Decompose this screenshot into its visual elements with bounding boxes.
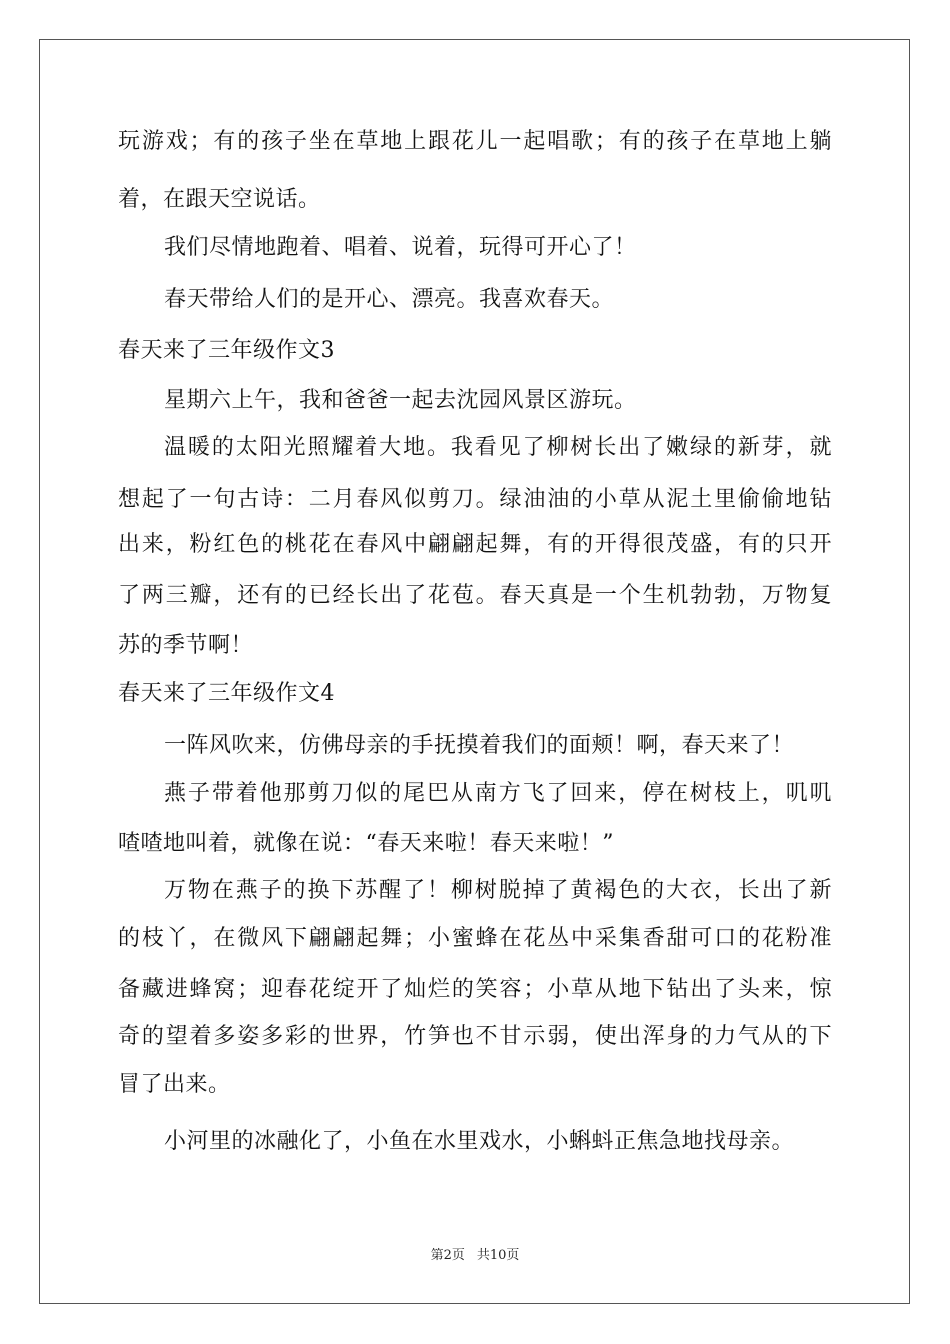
page-border: [39, 39, 910, 1304]
paragraph-line: 燕子带着他那剪刀似的尾巴从南方飞了回来，停在树枝上，叽叽: [164, 781, 832, 806]
section-heading: 春天来了三年级作文3: [118, 338, 335, 363]
paragraph-line: 春天带给人们的是开心、漂亮。我喜欢春天。: [164, 287, 615, 312]
paragraph-line: 想起了一句古诗：二月春风似剪刀。绿油油的小草从泥土里偷偷地钻: [118, 487, 832, 512]
section-heading: 春天来了三年级作文4: [118, 681, 335, 706]
page-total: 共10页: [476, 1248, 520, 1263]
paragraph-line: 的枝丫，在微风下翩翩起舞；小蜜蜂在花丛中采集香甜可口的花粉准: [118, 926, 832, 951]
paragraph-line: 奇的望着多姿多彩的世界，竹笋也不甘示弱，使出浑身的力气从的下: [118, 1024, 832, 1049]
paragraph-line: 着，在跟天空说话。: [118, 187, 321, 212]
paragraph-line: 了两三瓣，还有的已经长出了花苞。春天真是一个生机勃勃，万物复: [118, 583, 832, 608]
page-number: 第2页: [430, 1248, 465, 1263]
paragraph-line: 出来，粉红色的桃花在春风中翩翩起舞，有的开得很茂盛，有的只开: [118, 532, 832, 557]
page-footer: [0, 1248, 950, 1264]
paragraph-line: 喳喳地叫着，就像在说：“春天来啦！春天来啦！”: [118, 831, 614, 856]
paragraph-line: 我们尽情地跑着、唱着、说着，玩得可开心了！: [164, 235, 637, 260]
paragraph-line: 冒了出来。: [118, 1072, 231, 1097]
paragraph-line: 一阵风吹来，仿佛母亲的手抚摸着我们的面颊！啊，春天来了！: [164, 733, 795, 758]
paragraph-line: 小河里的冰融化了，小鱼在水里戏水，小蝌蚪正焦急地找母亲。: [164, 1129, 795, 1154]
paragraph-line: 星期六上午，我和爸爸一起去沈园风景区游玩。: [164, 388, 637, 413]
paragraph-line: 玩游戏；有的孩子坐在草地上跟花儿一起唱歌；有的孩子在草地上躺: [118, 129, 832, 154]
paragraph-line: 苏的季节啊！: [118, 633, 254, 658]
paragraph-line: 温暖的太阳光照耀着大地。我看见了柳树长出了嫩绿的新芽，就: [164, 435, 832, 460]
paragraph-line: 备藏进蜂窝；迎春花绽开了灿烂的笑容；小草从地下钻出了头来，惊: [118, 977, 832, 1002]
paragraph-line: 万物在燕子的换下苏醒了！柳树脱掉了黄褐色的大衣，长出了新: [164, 878, 832, 903]
